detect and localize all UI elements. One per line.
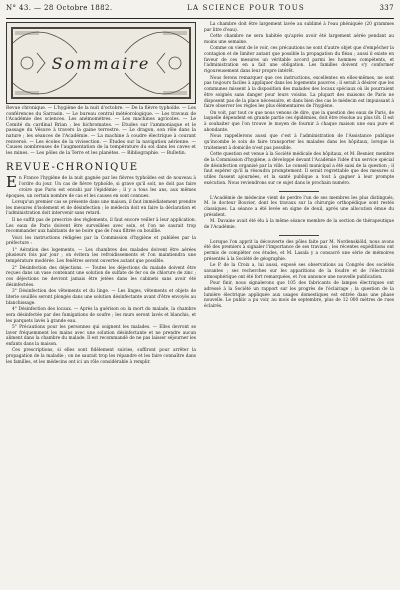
left-column	[6, 22, 196, 366]
article-paragraph: Cette question est venue à la Société médicale des hôpitaux, et M. Besnier, membre de la Commission d'hygiène, a développé devant l'Académie l'idée d'un service spécial de désinfection organisé par la ville. Le conseil municipal a été saisi de la question ; il faut espérer qu'il la résoudra promptement. Il serait regrettable que des mesures si utiles fussent ajournées, et la santé publique a tout à gagner à leur prompte exécution. Nous reviendrons sur ce sujet dans le prochain numéro.	[204, 152, 394, 186]
journal-title: LA SCIENCE POUR TOUS	[187, 4, 305, 12]
article-paragraph: Pour finir, nous signalerons que 105 des fabricants de lampes électriques ont adressé à la Société un rapport sur les progrès de l'éclairage ; la question de la lumière électrique appliquée aux usages domestiques est entrée dans une phase nouvelle. Le public a pu voir, au mois de septembre, plus de 12 000 mètres de rues éclairés.	[204, 281, 394, 310]
article-paragraph: 5° Précautions pour les personnes qui soignent les malades. — Elles devront se laver fréquemment les mains avec une solution désinfectante et ne prendre aucun aliment dans la chambre du malade. Il est recommandé de ne pas laisser séjourner les enfants dans la maison.	[6, 324, 196, 348]
sommaire-summary: Revue chronique. — L'hygiène de la nuit d'octobre. — De la fièvre typhoïde. — Les conférences du Sarrasin. — Le bureau central météorologique. — Les travaux de l'Académie des sciences. Les anémomètres. — Les machines agricoles. — Le Comité du cardinal Brian ; les bichromates. — Etudes sur l'ammoniaque et le passage du Vésuve à travers la gaine terrestre. — Le dragon, son rôle dans la nature ; les séances de l'Académie. — La machine à coudre électrique à courant renversé. — Les écoles de la vivisection. — Études sur la navigation aérienne. — Causes nombreuses de l'augmentation de la température du sol dans les caves et les mines. — Les pôles de la Terre et les planètes. — Bibliographie. — Bulletin.	[6, 106, 196, 156]
article-paragraph: 2° Désinfection des déjections. — Toutes les déjections du malade doivent être reçues dans un vase contenant une solution de sulfate de fer ou de chlorure de zinc ; ces déjections ne devront jamais être jetées dans les cabinets sans avoir été désinfectées.	[6, 265, 196, 288]
article-paragraph: Lorsqu'un premier cas se présente dans une maison, il faut immédiatement prendre les mesures d'isolement et de désinfection ; le médecin doit en faire la déclaration et l'administration doit intervenir sans retard.	[6, 199, 196, 217]
revue-chronique-title: REVUE-CHRONIQUE	[6, 162, 139, 174]
article-paragraph: La chambre doit être largement lavée au sublimé à l'eau phéniquée (20 grammes par litre d'eau).	[204, 22, 394, 33]
article-paragraph: Voici les instructions rédigées par la Commission d'hygiène et publiées par la préfecture :	[6, 235, 196, 247]
right-column	[204, 22, 394, 310]
article-paragraph: On voit, par tout ce que nous venons de dire, que la question des eaux de Paris, de laquelle dépendent en grande partie ces épidémies, doit être résolue au plus tôt. Il est à souhaiter que l'on trouve le moyen de fournir à chaque maison une eau pure et abondante.	[204, 110, 394, 133]
article-paragraph: Le P. de la Croix a, lui aussi, exposé ses observations au Congrès des sociétés savantes ; ses recherches sur les apparitions de la foudre et de l'électricité atmosphérique ont été fort remarquées, et l'on annonce une nouvelle publication.	[204, 263, 394, 280]
article-paragraph: Comme on vient de le voir, ces précautions ne sont d'autre objet que d'empêcher la contagion et de limiter autant que possible la propagation du fléau ; aussi il existe en faveur de ces mesures un véritable accord parmi les hommes compétents, et l'administration en a fait une obligation. Les familles doivent s'y conformer rigoureusement dans leur propre intérêt.	[204, 46, 394, 75]
article-paragraph: 1° Aération des logements. — Les chambres des malades doivent être aérées plusieurs fois par jour ; on évitera les refroidissements et l'on maintiendra une température modérée. Les fenêtres seront ouvertes autant que possible.	[6, 247, 196, 265]
article-paragraph: 4° Désinfection des locaux. — Après la guérison ou la mort du malade, la chambre sera désinfectée par des fumigations de soufre ; les murs seront lavés et blanchis, et les parquets lavés à grande eau.	[6, 307, 196, 324]
section-divider	[279, 235, 319, 236]
drop-cap: E	[6, 173, 17, 192]
issue-date: N° 43. — 28 Octobre 1882.	[6, 4, 113, 12]
article-paragraph: L'Académie de médecine vient de perdre l'un de ses membres les plus distingués, M. le docteur Bouvier, dont les travaux sur la chirurgie orthopédique sont restés classiques. La séance a été levée en signe de deuil, après une allocution émue du président.	[204, 195, 394, 218]
article-paragraph: 3° Désinfection des vêtements et du linge. — Les linges, vêtements et objets de literie souillés seront plongés dans une solution désinfectante avant d'être envoyés au blanchissage.	[6, 289, 196, 306]
article-paragraph: Lorsque l'on apprit la découverte des pôles faite par M. Nordenskiöld, nous avons été des premiers à signaler l'importance de ses travaux ; les récentes expéditions ont permis de compléter ces études, et M. Lasala y a consacré une série de mémoires présentés à la Société de géographie.	[204, 239, 394, 262]
page-header	[6, 4, 394, 19]
paragraph-text: n France l'hygiène de la nuit gagnée par les fièvres typhoïdes est de nouveau à l'ordre du jour. Un cas de fièvre typhoïde, si grave qu'il soit, ne doit pas faire croire que Paris est envahi par l'épidémie ; il y a tous les ans, aux mêmes époques, un certain nombre de cas et les causes en sont connues.	[6, 176, 196, 199]
section-divider	[279, 191, 319, 192]
article-paragraph: Nous ferons remarquer que ces instructions, excellentes en elles-mêmes, ne sont pas toujours faciles à appliquer dans les logements pauvres ; il serait à désirer que les communes missent à la disposition des malades des locaux spéciaux où ils pourraient être soignés sans danger pour leurs voisins. La plupart des maisons de Paris ne disposent pas de la place nécessaire, et dans bien des cas le médecin est impuissant à faire observer les règles les plus élémentaires de l'hygiène.	[204, 75, 394, 110]
article-paragraph: Nous rappellerons aussi que c'est à l'administration de l'Assistance publique qu'incombe le soin de faire transporter les malades dans les hôpitaux, lorsque le traitement à domicile n'est pas possible.	[204, 134, 394, 151]
article-paragraph: Ces prescriptions, si elles sont fidèlement suivies, suffiront pour arrêter la propagation de la maladie ; on ne saurait trop les répandre et les faire connaître dans les familles, et les médecins ont ici un rôle considérable à remplir.	[6, 348, 196, 365]
sommaire-frame	[11, 27, 191, 99]
sommaire-heading: Sommaire	[51, 53, 151, 73]
article-paragraph: Cette chambre ne sera habitée qu'après avoir été largement aérée pendant au moins une semaine.	[204, 34, 394, 45]
article-paragraph: M. Davaine avait été élu à la même séance membre de la section de thérapeutique de l'Académie.	[204, 219, 394, 230]
sommaire-vignette	[6, 22, 196, 104]
article-paragraph	[6, 173, 196, 199]
page-number: 337	[379, 4, 394, 12]
article-paragraph: Il ne suffit pas de prescrire des règlements, il faut encore veiller à leur application. Les eaux de Paris doivent être surveillées avec soin, et l'on ne saurait trop recommander aux habitants de ne boire que de l'eau filtrée ou bouillie.	[6, 217, 196, 235]
